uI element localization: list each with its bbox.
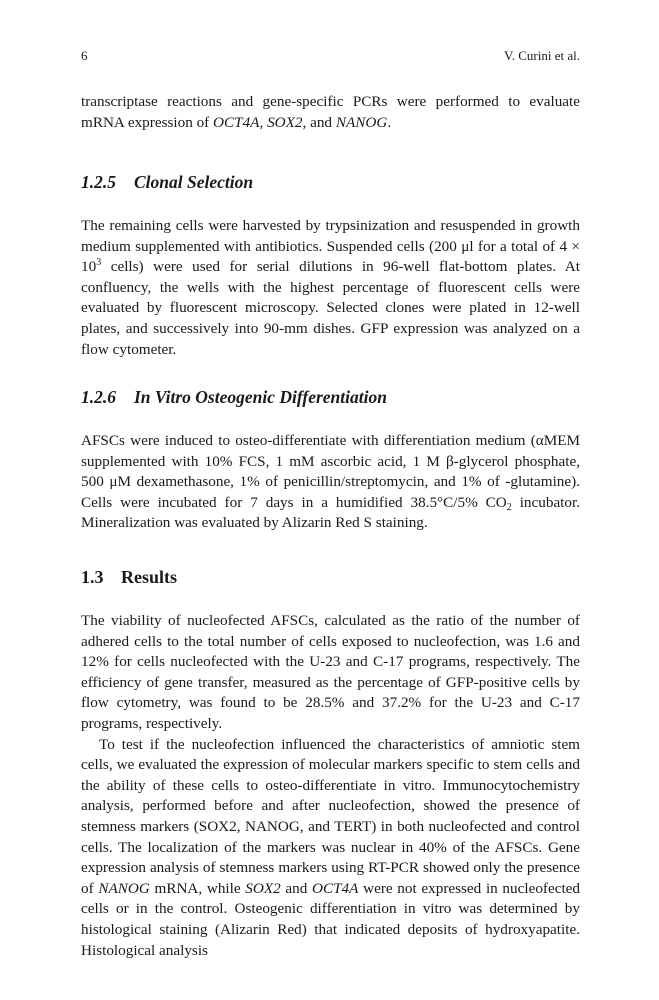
section-heading-1-3 — [81, 566, 580, 588]
intro-paragraph-block — [81, 92, 580, 133]
paragraph-text: incubator. Mineralization was evaluated by Alizarin Red S staining. — [81, 493, 581, 532]
superscript: 3 — [96, 257, 102, 269]
gene-oct4a: OCT4A — [312, 879, 359, 897]
paragraph-text: AFSCs were induced to osteo-differentiate with differentiation medium (αMEM supplemented with 10% FCS, 1 mM ascorbic acid, 1 M β-glycerol phosphate, 500 μM dexamethasone, 1% of penicillin/streptomycin, and 1% of -glutamine). Cells were incubated for 7 days in a humidified 38.5°C/5% CO — [81, 432, 580, 511]
results-paragraph-1: The viability of nucleofected AFSCs, calculated as the ratio of the number of adhered cells to the total number of cells exposed to nucleofection, was 1.6 and 12% for cells nucleofected with the U-23 and C-17 programs, respectively. The efficiency of gene transfer, measured as the percentage of GFP-positive cells by flow cytometry, was found to be 28.5% and 37.2% for the U-23 and C-17 programs, respectively. — [81, 612, 580, 732]
paragraph-text: To test if the nucleofection influenced the characteristics of amniotic stem cells, we evaluated the expression of molecular markers specific to stem cells and the ability of these cells to osteo-differentiate in vitro. Immunocytochemistry analysis, performed before and after nucleofection, showed the presence of stemness markers (SOX2, NANOG, and TERT) in both nucleofected and control cells. The localization of the markers was nuclear in 40% of the AFSCs. Gene expression analysis of stemness markers using RT-PCR showed only the presence of — [81, 735, 580, 897]
section-1-2-6-body — [81, 431, 580, 534]
intro-sep: , — [259, 113, 268, 131]
intro-end: . — [387, 113, 392, 131]
section-number: 1.2.5 — [81, 172, 116, 192]
paragraph-text: and — [280, 879, 313, 897]
section-title: In Vitro Osteogenic Differentiation — [134, 387, 387, 407]
clonal-selection-paragraph — [81, 216, 580, 360]
gene-nanog: NANOG — [335, 113, 388, 131]
osteogenic-paragraph — [81, 431, 580, 534]
gene-nanog: NANOG — [98, 879, 150, 897]
intro-text: transcriptase reactions and gene-specific PCRs were performed to evaluate mRNA expression of — [81, 93, 580, 131]
subscript: 2 — [506, 501, 512, 513]
results-paragraph-2 — [81, 735, 580, 962]
paragraph-text: mRNA, while — [149, 879, 246, 897]
section-heading-1-2-6 — [81, 386, 580, 408]
section-number: 1.3 — [81, 567, 104, 587]
page-number: 6 — [81, 48, 88, 63]
section-number: 1.2.6 — [81, 387, 116, 407]
gene-oct4a: OCT4A — [213, 113, 260, 131]
gene-sox2: SOX2 — [267, 113, 303, 131]
section-title: Results — [121, 567, 178, 587]
section-title: Clonal Selection — [134, 172, 254, 192]
section-1-3-body — [81, 611, 580, 961]
paragraph-text: were not expressed in nucleofected cells or in the control. Osteogenic differentiation in vitro was determined by histological staining (Alizarin Red) that indicated deposits of hydroxyapatite. Histological analysis — [81, 879, 581, 959]
paragraph-text: cells) were used for serial dilutions in 96-well flat-bottom plates. At confluency, the wells with the highest percentage of fluorescent cells were evaluated by fluorescent microscopy. Selected clones were plated in 12-well plates, and successively into 90-mm dishes. GFP expression was analyzed on a flow cytometer. — [81, 258, 580, 358]
paragraph-text: The remaining cells were harvested by trypsinization and resuspended in growth medium supplemented with antibiotics. Suspended cells (200 μl for a total of 4 × 10 — [81, 217, 580, 276]
section-heading-1-2-5 — [81, 171, 580, 193]
intro-sep: , and — [302, 113, 336, 131]
gene-sox2: SOX2 — [245, 879, 281, 897]
running-head-authors: V. Curini et al. — [504, 48, 580, 63]
section-1-2-5-body — [81, 216, 580, 360]
intro-paragraph — [81, 92, 580, 133]
